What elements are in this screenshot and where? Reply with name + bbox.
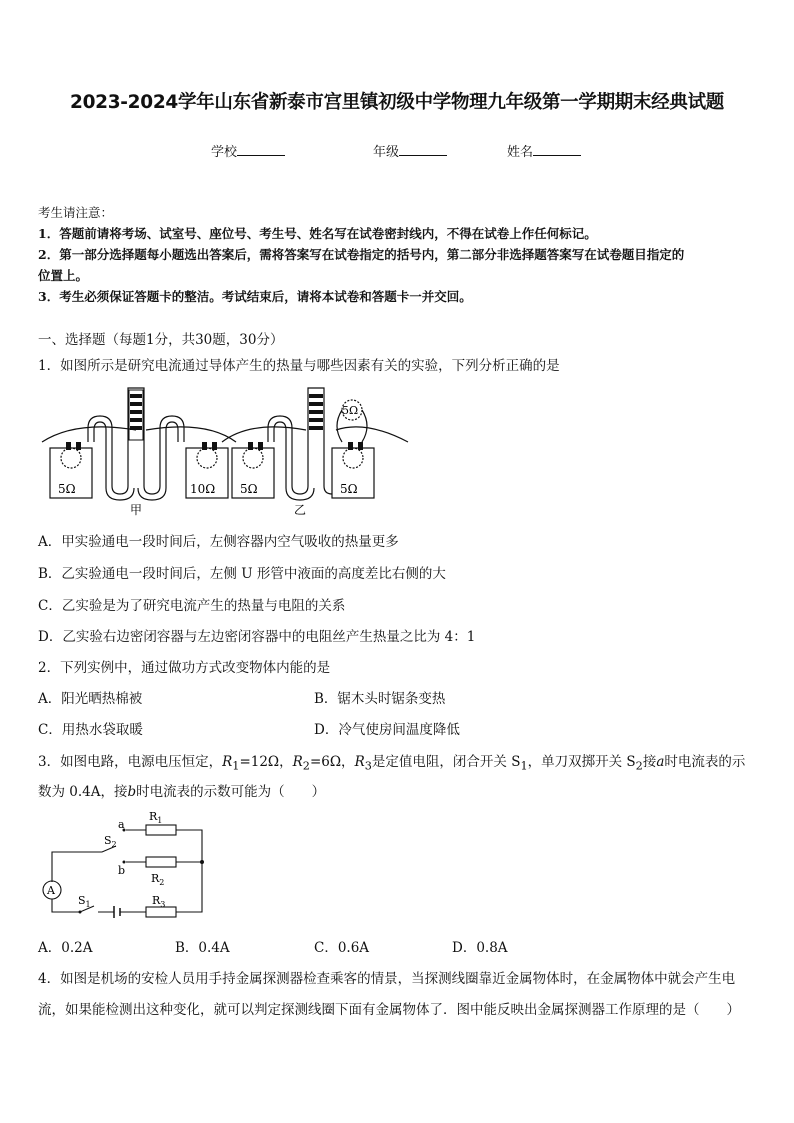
note-3: 3．考生必须保证答题卡的整洁。考试结束后，请将本试卷和答题卡一并交回。 xyxy=(38,289,472,304)
q3-option-c: C．0.6A xyxy=(314,940,370,956)
q1-option-d: D．乙实验右边密闭容器与左边密闭容器中的电阻丝产生热量之比为 4：1 xyxy=(38,629,476,645)
q2-option-b: B．锯木头时锯条变热 xyxy=(314,691,446,707)
note-2-cont: 位置上。 xyxy=(38,268,89,283)
r2-label: $R_2$ xyxy=(151,872,165,887)
q1-stem: 1．如图所示是研究电流通过导体产生的热量与哪些因素有关的实验，下列分析正确的是 xyxy=(38,358,560,374)
ammeter-label: A xyxy=(47,884,55,897)
r-top-b-label: 5Ω xyxy=(342,404,359,417)
q2-stem: 2．下列实例中，通过做功方式改变物体内能的是 xyxy=(38,660,331,676)
grade-field[interactable]: 年级 xyxy=(373,141,447,160)
note-1: 1．答题前请将考场、试室号、座位号、考生号、姓名写在试卷密封线内，不得在试卷上作任何标记。 xyxy=(38,226,597,241)
q3-option-a: A．0.2A xyxy=(38,940,93,956)
s1-label: $S_1$ xyxy=(78,894,91,909)
note-2: 2．第一部分选择题每小题选出答案后，需将答案写在试卷指定的括号内，第二部分非选择题答案写在试卷题目指定的 xyxy=(38,247,685,262)
section-heading: 一、选择题（每题1分，共30题，30分） xyxy=(38,332,284,348)
name-field[interactable]: 姓名 xyxy=(507,141,581,160)
q2-option-d: D．冷气使房间温度降低 xyxy=(314,722,460,738)
q3-option-d: D．0.8A xyxy=(452,940,508,956)
page-title: 2023-2024学年山东省新泰市宫里镇初级中学物理九年级第一学期期末经典试题 xyxy=(70,92,724,113)
fig-label-a: 甲 xyxy=(130,503,143,517)
q2-option-c: C．用热水袋取暖 xyxy=(38,722,143,738)
terminal-b-label: b xyxy=(118,864,126,877)
q2-option-a: A．阳光晒热棉被 xyxy=(38,691,143,707)
q1-option-b: B．乙实验通电一段时间后，左侧 U 形管中液面的高度差比右侧的大 xyxy=(38,566,446,582)
q4-line2: 流，如果能检测出这种变化，就可以判定探测线圈下面有金属物体了．图中能反映出金属探测器工作原理的是（ ） xyxy=(38,1002,740,1018)
q1-figure xyxy=(36,380,416,520)
q3-line2: 数为 0.4A，接b时电流表的示数可能为（ ） xyxy=(38,784,326,800)
q3-option-b: B．0.4A xyxy=(175,940,230,956)
terminal-a-label: a xyxy=(118,818,125,831)
notes-heading: 考生请注意： xyxy=(38,205,114,220)
fig-label-b: 乙 xyxy=(294,503,307,517)
r-right-b-label: 5Ω xyxy=(340,482,358,496)
q3-line1: 3．如图电路，电源电压恒定，$R_1=12\Omega$，$R_2=6\Omega$，$R_3$是定值电阻，闭合开关 $S_1$，单刀双掷开关 $S_2$接a时电流表的示 xyxy=(38,754,746,773)
r-right-a-label: 10Ω xyxy=(190,482,216,496)
r1-label: $R_1$ xyxy=(149,810,163,825)
school-field[interactable]: 学校 xyxy=(211,141,285,160)
r-left-a-label: 5Ω xyxy=(58,482,76,496)
r-left-b-label: 5Ω xyxy=(240,482,258,496)
q1-option-a: A．甲实验通电一段时间后，左侧容器内空气吸收的热量更多 xyxy=(38,534,399,550)
q1-option-c: C．乙实验是为了研究电流产生的热量与电阻的关系 xyxy=(38,598,346,614)
r3-label: $R_3$ xyxy=(152,894,166,909)
s2-label: $S_2$ xyxy=(104,834,117,849)
q4-line1: 4．如图是机场的安检人员用手持金属探测器检查乘客的情景，当探测线圈靠近金属物体时，在金属物体中就会产生电 xyxy=(38,971,736,987)
q3-circuit xyxy=(36,806,216,926)
